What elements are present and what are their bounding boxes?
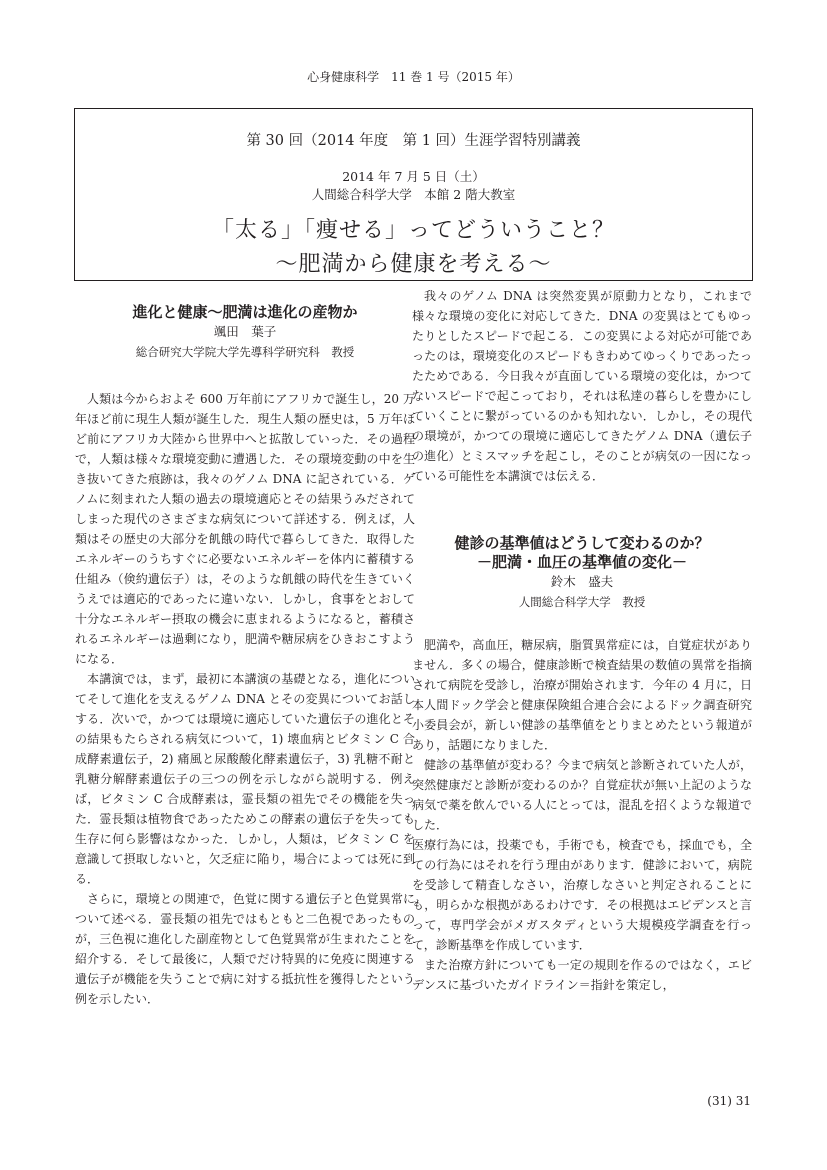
- paragraph: 人類は今からおよそ 600 万年前にアフリカで誕生し，20 万年ほど前に現生人類が誕生した．現生人類の歴史は，5 万年ほど前にアフリカ大陸から世界中へと拡散していった．その過程で，人類は様々な環境変動に遭遇した．その環境変動の中を生き抜いてきた痕跡は，我々のゲノム DNA に記されている．ゲノムに刻まれた人類の過去の環境適応とその結果うみだされてしまった現代のさまざまな病気について詳述する．例えば，人類はその歴史の大部分を飢餓の時代で暮らしてきた．取得したエネルギーのうちすぐに必要ないエネルギーを体内に蓄積する仕組み（倹約遺伝子）は，そのような飢餓の時代を生きていくうえでは適応的であったに違いない．しかし，食事をとおして十分なエネルギー摂取の機会に恵まれるようになると，蓄積されるエネルギーは過剰になり，肥満や糖尿病をひきおこすようになる．: [75, 392, 415, 666]
- article2-author: 鈴木 盛夫: [550, 574, 614, 589]
- paragraph: 我々のゲノム DNA は突然変異が原動力となり，これまで様々な環境の変化に対応してきた．DNA の変異はとてもゆったりとしたスピードで起こる．この変異による対応が可能であったのは，環境変化のスピードもきわめてゆっくりであったったためである．今日我々が直面している環境の変化は，かつてないスピードで起こっており，それは私達の暮らしを豊かにしていくことに繋がっているのかも知れない．しかし，その現代の環境が，かつての環境に適応してきたゲノム DNA（遺伝子の進化）とミスマッチを起こし，そのことが病気の一因になっている可能性を本講演では伝える．: [412, 289, 752, 483]
- lecture-subtitle: ～肥満から健康を考える～: [275, 252, 552, 277]
- article1-author: 颯田 葉子: [213, 324, 277, 339]
- paragraph: さらに，環境との関連で，色覚に関する遺伝子と色覚異常について述べる．霊長類の祖先ではもともと二色視であったものが，三色視に進化した副産物として色覚異常が生まれたことを紹介する．そして最後に，人類でだけ特異的に免疫に関連する遺伝子が機能を失うことで病に対する抵抗性を獲得したという例を示したい．: [75, 892, 415, 1006]
- lecture-venue: 人間総合科学大学 本館 2 階大教室: [311, 187, 516, 202]
- paragraph: 本講演では，まず，最初に本講演の基礎となる，進化についてそして進化を支えるゲノム DNA とその変異についてお話しする．次いで，かつては環境に適応していた遺伝子の進化とその結果もたらされる病気について，1) 壊血病とビタミン C 合成酵素遺伝子，2) 痛風と尿酸酸化酵素遺伝子，3) 乳糖不耐と乳糖分解酵素遺伝子の三つの例を示しながら説明する．例えば，ビタミン C 合成酵素は，霊長類の祖先でその機能を失った．霊長類は植物食であったためこの酵素の遺伝子を失っても生存に何ら影響はなかった．しかし，人類は，ビタミン C を意識して摂取しないと，欠乏症に陥り，場合によっては死に到る．: [75, 672, 415, 886]
- article2-affiliation: 人間総合科学大学 教授: [518, 595, 646, 609]
- paragraph: 医療行為には，投薬でも，手術でも，検査でも，採血でも，全ての行為にはそれを行う理由があります．健診において，病院を受診して精査しなさい，治療しなさいと判定されることにも，明らかな根拠があるわけです．その根拠はエビデンスと言って，専門学会がメガスタディという大規模疫学調査を行って，診断基準を作成しています．: [412, 838, 752, 952]
- article1-affiliation: 総合研究大学院大学先導科学研究科 教授: [135, 345, 355, 359]
- lecture-title-box: [74, 108, 753, 281]
- page-number: (31) 31: [707, 1094, 751, 1108]
- lecture-title: 「太る」「痩せる」ってどういうこと？: [211, 218, 615, 243]
- article1-heading: 進化と健康～肥満は進化の産物か: [132, 303, 358, 321]
- article1-continued: [412, 286, 752, 486]
- article2-subheading: －肥満・血圧の基準値の変化－: [476, 553, 687, 571]
- journal-header: 心身健康科学 11 巻 1 号（2015 年）: [307, 70, 520, 84]
- paragraph: 健診の基準値が変わる？今まで病気と診断されていた人が，突然健康だと診断が変わるのか？自覚症状が無い上記のような病気で薬を飲んでいる人にとっては，混乱を招くような報道でした．: [412, 758, 752, 832]
- left-column: [75, 303, 415, 1009]
- right-column: [412, 286, 752, 995]
- article2-body: [412, 635, 752, 995]
- lecture-series: 第 30 回（2014 年度 第 1 回）生涯学習特別講義: [246, 133, 581, 149]
- paragraph: 肥満や，高血圧，糖尿病，脂質異常症には，自覚症状がありません．多くの場合，健康診断で検査結果の数値の異常を指摘されて病院を受診し，治療が開始されます．今年の 4 月に，日本人間ドック学会と健康保険組合連合会によるドック調査研究小委員会が，新しい健診の基準値をとりまとめたという報道があり，話題になりました．: [412, 638, 752, 752]
- article2-heading: 健診の基準値はどうして変わるのか？: [454, 534, 710, 552]
- paragraph: また治療方針についても一定の規則を作るのではなく，エビデンスに基づいたガイドライン＝指針を策定し，: [412, 958, 752, 992]
- lecture-date: 2014 年 7 月 5 日（土）: [342, 169, 485, 184]
- article1-body: [75, 389, 415, 1009]
